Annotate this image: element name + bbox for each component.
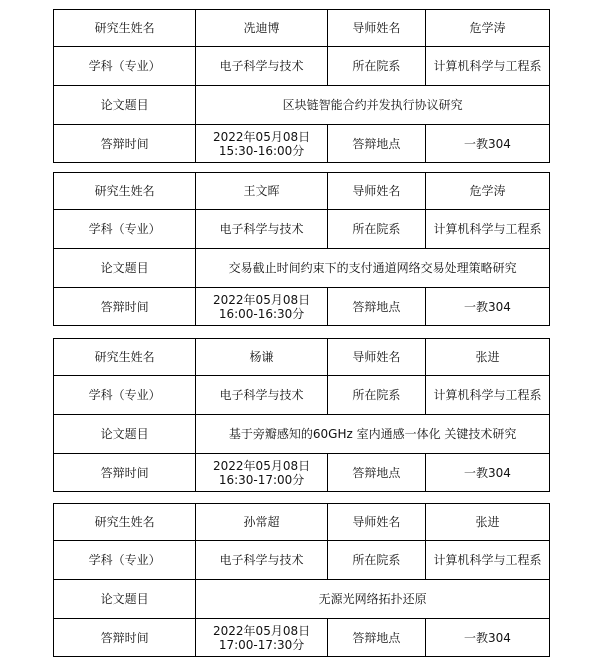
thesis-title-value: 区块链智能合约并发执行协议研究: [196, 86, 550, 125]
defense-record-block: [53, 503, 550, 657]
table-row: [54, 249, 550, 288]
defense-place-value: 一教304: [425, 125, 549, 163]
major-value: 电子科学与技术: [196, 376, 327, 415]
defense-date: 2022年05月08日: [213, 458, 311, 473]
table-row: [54, 125, 550, 163]
advisor-name-value: 张进: [425, 504, 549, 541]
department-label: 所在院系: [327, 47, 425, 86]
defense-time-range: 16:30-17:00分: [218, 472, 305, 487]
thesis-title-label: 论文题目: [54, 415, 196, 454]
major-label: 学科（专业）: [54, 210, 196, 249]
table-row: [54, 10, 550, 47]
advisor-name-label: 导师姓名: [327, 504, 425, 541]
defense-place-value: 一教304: [425, 454, 549, 492]
table-row: [54, 210, 550, 249]
defense-time-value: [196, 288, 327, 326]
thesis-title-label: 论文题目: [54, 86, 196, 125]
table-row: [54, 415, 550, 454]
defense-time-range: 15:30-16:00分: [218, 143, 305, 158]
defense-time-value: [196, 619, 327, 657]
major-value: 电子科学与技术: [196, 541, 327, 580]
table-row: [54, 541, 550, 580]
defense-date: 2022年05月08日: [213, 129, 311, 144]
department-value: 计算机科学与工程系: [425, 210, 549, 249]
defense-date: 2022年05月08日: [213, 623, 311, 638]
department-label: 所在院系: [327, 210, 425, 249]
student-name-value: 王文晖: [196, 173, 327, 210]
student-name-value: 杨谦: [196, 339, 327, 376]
defense-time-label: 答辩时间: [54, 125, 196, 163]
table-row: [54, 47, 550, 86]
table-row: [54, 504, 550, 541]
advisor-name-label: 导师姓名: [327, 339, 425, 376]
major-value: 电子科学与技术: [196, 47, 327, 86]
defense-time-value: [196, 454, 327, 492]
department-value: 计算机科学与工程系: [425, 376, 549, 415]
department-label: 所在院系: [327, 376, 425, 415]
major-label: 学科（专业）: [54, 47, 196, 86]
defense-record-table: [53, 503, 550, 657]
defense-time-label: 答辩时间: [54, 619, 196, 657]
defense-place-label: 答辩地点: [327, 125, 425, 163]
defense-record-block: [53, 338, 550, 492]
advisor-name-label: 导师姓名: [327, 173, 425, 210]
student-name-label: 研究生姓名: [54, 339, 196, 376]
defense-time-value: [196, 125, 327, 163]
defense-place-label: 答辩地点: [327, 288, 425, 326]
table-row: [54, 86, 550, 125]
defense-record-table: [53, 172, 550, 326]
department-label: 所在院系: [327, 541, 425, 580]
table-row: [54, 339, 550, 376]
student-name-label: 研究生姓名: [54, 10, 196, 47]
defense-place-label: 答辩地点: [327, 454, 425, 492]
table-row: [54, 619, 550, 657]
defense-record-table: [53, 9, 550, 163]
defense-place-value: 一教304: [425, 288, 549, 326]
student-name-label: 研究生姓名: [54, 504, 196, 541]
student-name-label: 研究生姓名: [54, 173, 196, 210]
student-name-value: 孙常超: [196, 504, 327, 541]
advisor-name-value: 危学涛: [425, 173, 549, 210]
major-label: 学科（专业）: [54, 376, 196, 415]
thesis-title-value: 无源光网络拓扑还原: [196, 580, 550, 619]
defense-time-range: 17:00-17:30分: [218, 637, 305, 652]
table-row: [54, 173, 550, 210]
table-row: [54, 288, 550, 326]
thesis-title-value: 交易截止时间约束下的支付通道网络交易处理策略研究: [196, 249, 550, 288]
advisor-name-value: 危学涛: [425, 10, 549, 47]
table-row: [54, 376, 550, 415]
thesis-title-label: 论文题目: [54, 249, 196, 288]
defense-time-label: 答辩时间: [54, 288, 196, 326]
defense-place-value: 一教304: [425, 619, 549, 657]
advisor-name-label: 导师姓名: [327, 10, 425, 47]
defense-record-block: [53, 172, 550, 326]
major-label: 学科（专业）: [54, 541, 196, 580]
defense-time-range: 16:00-16:30分: [218, 306, 305, 321]
department-value: 计算机科学与工程系: [425, 47, 549, 86]
defense-place-label: 答辩地点: [327, 619, 425, 657]
defense-time-label: 答辩时间: [54, 454, 196, 492]
table-row: [54, 454, 550, 492]
advisor-name-value: 张进: [425, 339, 549, 376]
major-value: 电子科学与技术: [196, 210, 327, 249]
department-value: 计算机科学与工程系: [425, 541, 549, 580]
defense-date: 2022年05月08日: [213, 292, 311, 307]
defense-record-block: [53, 9, 550, 163]
thesis-title-value: 基于旁瓣感知的60GHz 室内通感一体化 关键技术研究: [196, 415, 550, 454]
defense-record-table: [53, 338, 550, 492]
thesis-title-label: 论文题目: [54, 580, 196, 619]
student-name-value: 冼迪博: [196, 10, 327, 47]
table-row: [54, 580, 550, 619]
